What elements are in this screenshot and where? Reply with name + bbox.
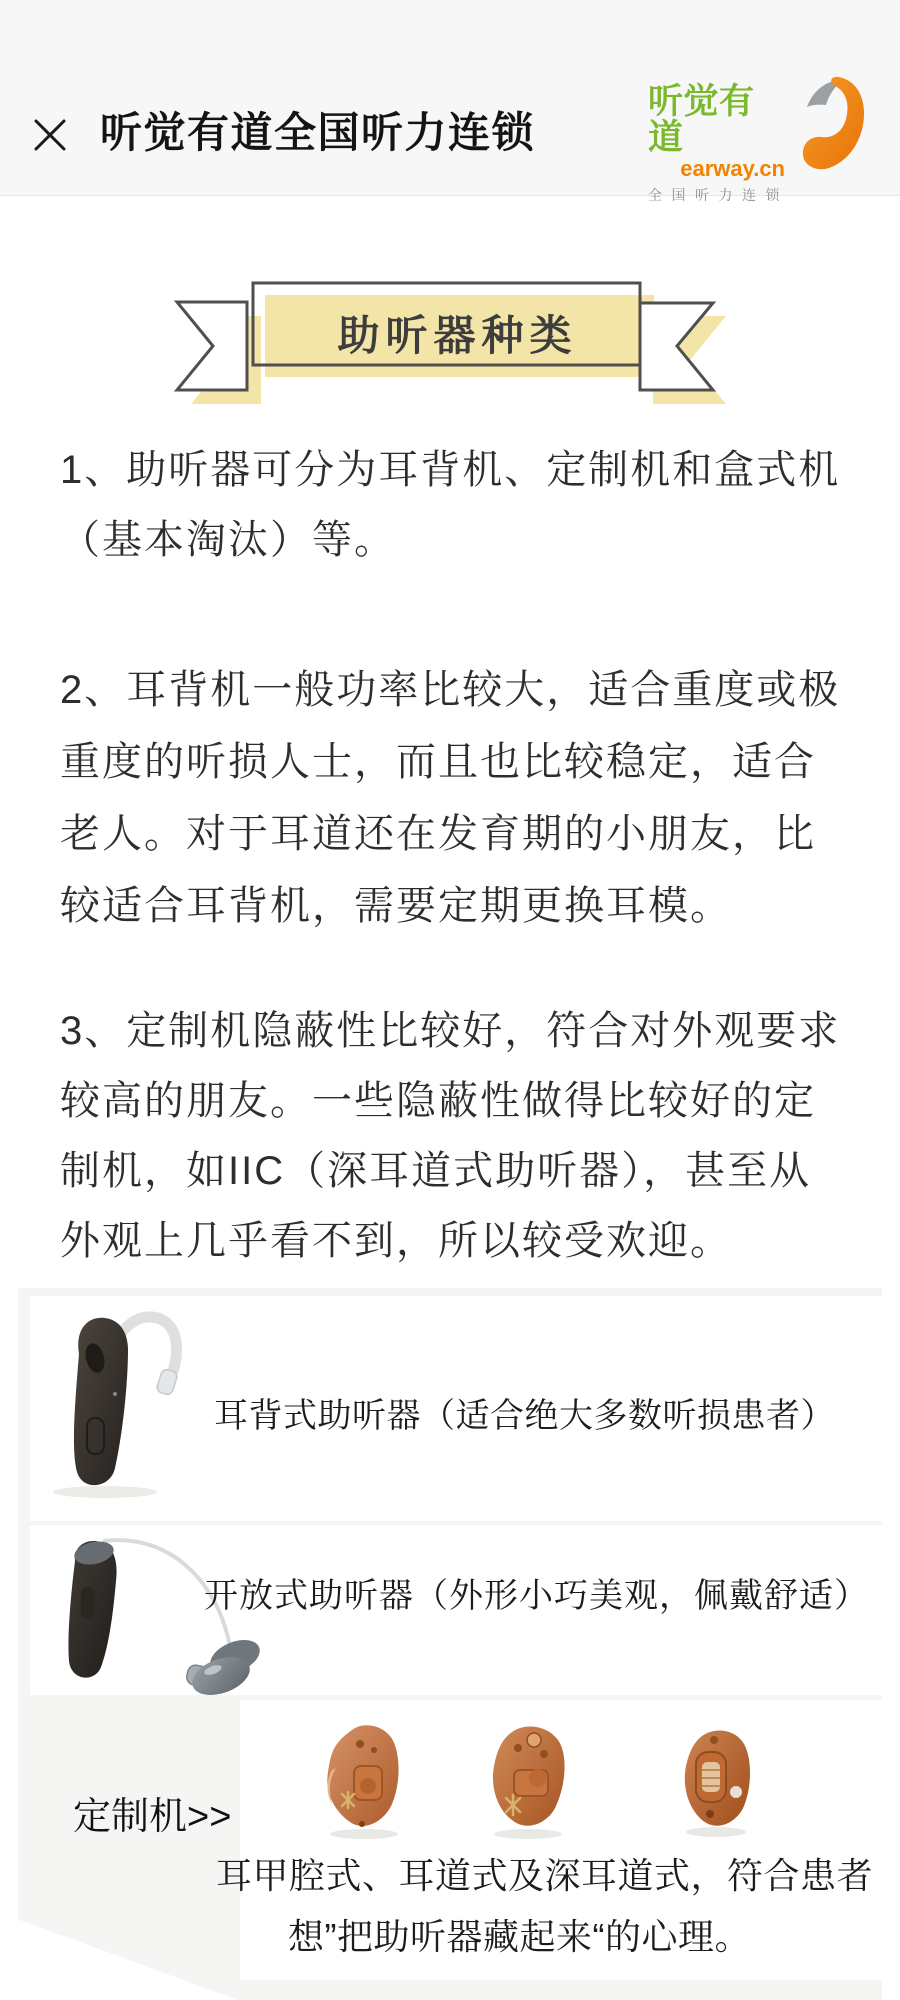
open-fit-caption: 开放式助听器（外形小巧美观，佩戴舒适） [204, 1577, 869, 1615]
bte-hearing-aid-image [35, 1302, 195, 1502]
paragraph-line: （基本淘汰）等。 [60, 518, 396, 562]
custom-machines-label: 定制机>> [73, 1796, 232, 1838]
custom-caption-line1: 耳甲腔式、耳道式及深耳道式，符合患者 [216, 1855, 874, 1896]
ear-swoosh-icon [793, 76, 865, 170]
paragraph-line: 外观上几乎看不到，所以较受欢迎。 [60, 1219, 732, 1263]
paragraph-1 [60, 435, 860, 575]
custom-ite-hearing-aid-image [318, 1722, 410, 1840]
paragraph-line: 较适合耳背机，需要定期更换耳模。 [60, 884, 732, 928]
brand-logo-domain: earway.cn [680, 156, 785, 181]
bte-caption: 耳背式助听器（适合绝大多数听损患者） [214, 1397, 835, 1435]
paragraph-3 [60, 996, 860, 1276]
brand-logo-name: 听觉有道 [648, 82, 755, 157]
paragraph-line: 较高的朋友。一些隐蔽性做得比较好的定 [60, 1079, 816, 1123]
paragraph-line: 3、定制机隐蔽性比较好，符合对外观要求 [60, 1009, 841, 1053]
custom-cic-hearing-aid-image [674, 1726, 762, 1838]
custom-itc-hearing-aid-image [482, 1722, 574, 1840]
brand-logo [648, 82, 789, 203]
paragraph-line: 2、耳背机一般功率比较大，适合重度或极 [60, 668, 841, 712]
paragraph-2 [60, 654, 860, 942]
ribbon-left-tail [177, 302, 247, 390]
header-bar [0, 0, 900, 203]
paragraph-line: 1、助听器可分为耳背机、定制机和盒式机 [60, 448, 841, 492]
photo-bg-wedge [18, 1888, 238, 2000]
page-title: 听觉有道全国听力连锁 [100, 109, 536, 156]
custom-caption-line2: 想”把助听器藏起来“的心理。 [288, 1916, 751, 1957]
paragraph-line: 制机，如IIC（深耳道式助听器），甚至从 [60, 1149, 812, 1193]
paragraph-line: 重度的听损人士，而且也比较稳定，适合 [60, 740, 816, 784]
section-title: 助听器种类 [337, 312, 578, 359]
close-icon[interactable] [31, 116, 69, 154]
brand-logo-tagline: 全国听力连锁 [648, 187, 789, 203]
close-x-glyph [31, 116, 69, 154]
paragraph-line: 老人。对于耳道还在发育期的小朋友，比 [60, 812, 816, 856]
